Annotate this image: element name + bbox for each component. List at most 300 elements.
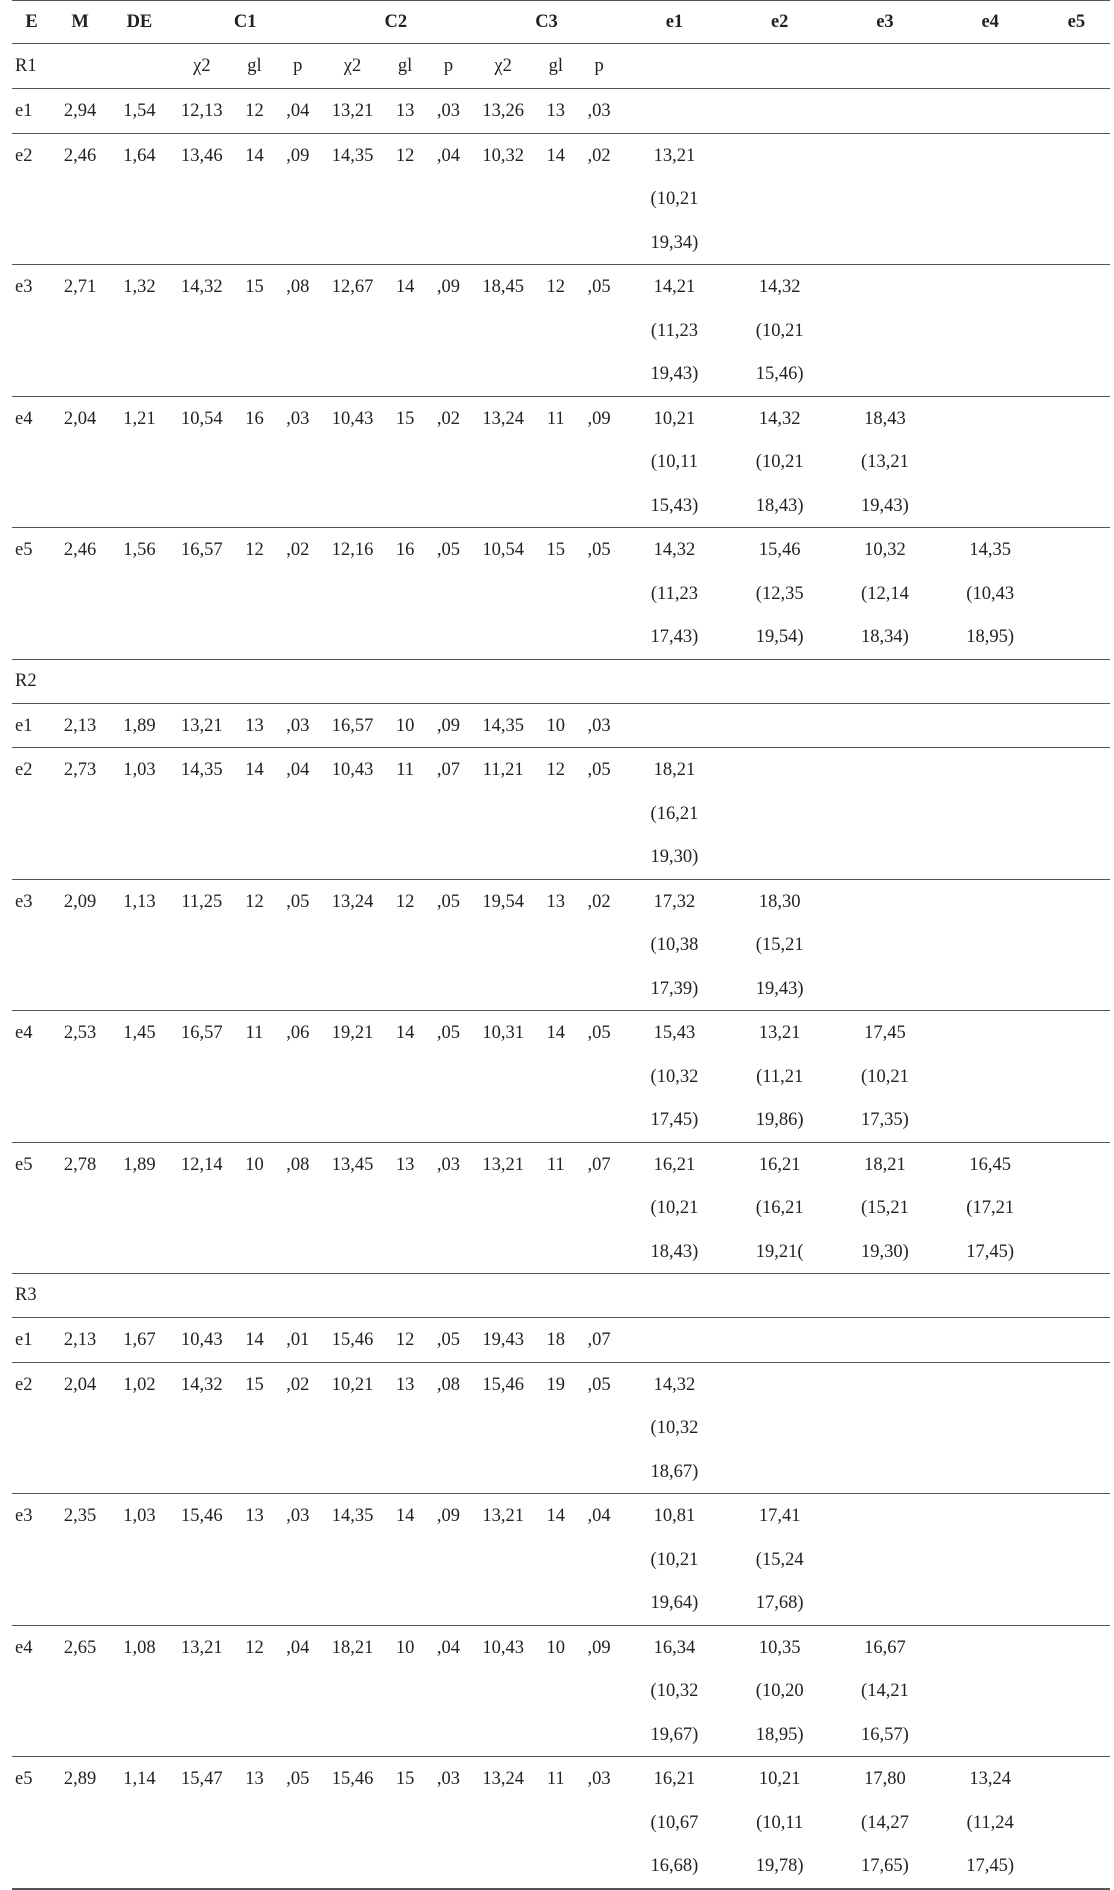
corr-line: (15,24: [755, 1549, 804, 1570]
c2-gl-cell-text: 11: [396, 760, 415, 780]
c1-chi2-cell: [170, 879, 234, 1011]
mean-cell: [51, 1011, 109, 1143]
c3-p-cell: [576, 1318, 621, 1363]
c1-gl-cell: [234, 1318, 275, 1363]
c2-chi2-cell: [321, 1494, 385, 1626]
empty-line: [1043, 1318, 1110, 1362]
c2-p-cell-text: ,04: [436, 145, 461, 166]
corr-cell-e4: [938, 528, 1043, 660]
c3-p-cell-text: ,05: [587, 540, 611, 560]
c1-chi2-cell-text: 14,32: [181, 1374, 223, 1395]
c1-chi2-cell: [170, 133, 234, 265]
empty-line: [938, 1011, 1043, 1055]
group-row: [12, 1274, 1110, 1318]
c3-chi2-cell: [471, 1494, 535, 1626]
c3-chi2-cell: [471, 879, 535, 1011]
c2-gl-cell-text: 16: [395, 540, 415, 560]
empty-cell: [938, 44, 1043, 89]
c2-chi2-cell: [321, 879, 385, 1011]
corr-line: 18,43): [755, 495, 804, 516]
c3-chi2-cell: [471, 1625, 535, 1757]
c2-gl-cell-text: 14: [395, 1023, 415, 1043]
group-label: R3: [15, 1285, 37, 1305]
table-row: [12, 1362, 1110, 1494]
corr-cell-e3: [832, 879, 937, 1011]
corr-cell-e2: [727, 1625, 832, 1757]
c2-gl-cell-text: 12: [395, 891, 415, 912]
corr-line: 17,39): [650, 978, 699, 999]
c2-gl-cell: [384, 133, 425, 265]
c2-gl-cell-text: 15: [395, 408, 415, 429]
corr-line: 16,21: [653, 1154, 696, 1175]
c1-gl-cell: [234, 89, 275, 134]
c2-gl-cell: [384, 748, 425, 880]
c1-p-cell: [275, 1142, 320, 1274]
c2-gl-cell: [384, 396, 425, 528]
c2-chi2-cell: [321, 528, 385, 660]
corr-line: (10,32: [650, 1066, 699, 1087]
c3-chi2-cell: [471, 703, 535, 748]
c3-gl-cell: [535, 1318, 576, 1363]
c2-chi2-cell: [321, 1142, 385, 1274]
corr-line: 17,45): [966, 1241, 1015, 1262]
c1-chi2-cell-text: 15,47: [181, 1769, 223, 1789]
c3-p-cell: [576, 1142, 621, 1274]
c3-chi2-cell-text: 10,32: [482, 145, 524, 166]
c1-chi2-cell: [170, 265, 234, 397]
corr-cell-e5: [1043, 528, 1110, 660]
c1-gl-cell: [234, 528, 275, 660]
corr-line: (10,20: [755, 1681, 804, 1701]
empty-line: [1043, 880, 1110, 924]
sd-cell: [109, 1625, 170, 1757]
row-label-text: e1: [15, 1330, 33, 1350]
corr-cell-e4: [938, 879, 1043, 1011]
c2-gl-cell: [384, 879, 425, 1011]
c2-chi2-cell: [321, 396, 385, 528]
c3-gl-cell-text: 11: [546, 1769, 565, 1789]
corr-line: 10,81: [653, 1506, 696, 1526]
row-label: [12, 265, 51, 397]
corr-line: 19,34): [650, 232, 699, 253]
empty-line: [727, 1363, 832, 1407]
c3-p-cell: [576, 1625, 621, 1757]
empty-line: [1043, 1626, 1110, 1670]
row-label: [12, 1757, 51, 1889]
c1-p-cell-text: ,04: [286, 760, 310, 780]
c2-p-cell: [426, 1494, 471, 1626]
corr-line: (10,67: [650, 1812, 699, 1833]
mean-cell-text: 2,04: [63, 1374, 97, 1395]
corr-cell-e5: [1043, 1494, 1110, 1626]
sd-cell-text: 1,03: [123, 760, 156, 780]
empty-line: [1043, 528, 1110, 572]
c2-p-cell: [426, 1625, 471, 1757]
c2-p-cell: [426, 1757, 471, 1889]
corr-line: 18,95): [966, 627, 1015, 647]
empty-line: [938, 1626, 1043, 1670]
c1-chi2-cell: [170, 703, 234, 748]
corr-line: 19,21(: [755, 1241, 804, 1262]
c1-p-cell: [275, 528, 320, 660]
mean-cell-text: 2,94: [63, 101, 97, 121]
sd-cell-text: 1,67: [123, 1330, 156, 1350]
empty-line: [622, 89, 727, 133]
empty-line: [832, 880, 937, 924]
c2-p-cell: [426, 89, 471, 134]
c2-chi2-cell-text: 19,21: [331, 1023, 374, 1043]
corr-cell-e5: [1043, 396, 1110, 528]
table-row: [12, 528, 1110, 660]
corr-line: 17,65): [861, 1856, 909, 1876]
corr-line: 19,64): [650, 1593, 699, 1613]
c2-gl-cell-text: 10: [395, 715, 415, 736]
c1-chi2-cell: [170, 1362, 234, 1494]
c3-gl-cell: [535, 703, 576, 748]
c1-p-cell: [275, 265, 320, 397]
empty-line: [938, 748, 1043, 792]
corr-line: 18,34): [861, 627, 909, 647]
empty-line: [727, 89, 832, 133]
sd-cell-text: 1,64: [123, 145, 156, 166]
c2-p-cell-text: ,03: [436, 1154, 461, 1175]
c1-gl-cell-text: 16: [245, 408, 264, 429]
row-label-text: e4: [15, 1637, 33, 1658]
c3-p-cell: [576, 879, 621, 1011]
corr-line: 14,32: [758, 277, 801, 297]
c2-p-cell: [426, 133, 471, 265]
empty-cell: [51, 1274, 1110, 1318]
empty-line: [832, 704, 937, 748]
corr-line: 19,43): [861, 495, 909, 516]
corr-cell-e3: [832, 265, 937, 397]
c1-gl-cell: [234, 879, 275, 1011]
c2-chi2-cell-text: 18,21: [331, 1637, 374, 1658]
corr-line: 13,21: [653, 145, 696, 166]
corr-line: (10,11: [756, 1812, 804, 1833]
subheader-cell: p: [293, 55, 303, 76]
mean-cell-text: 2,46: [63, 145, 97, 166]
c2-p-cell-text: ,05: [436, 1330, 461, 1350]
header-c1: C1: [233, 11, 257, 32]
c3-chi2-cell: [471, 1757, 535, 1889]
c2-gl-cell-text: 13: [395, 101, 415, 121]
corr-cell-e5: [1043, 748, 1110, 880]
empty-cell: [727, 44, 832, 89]
empty-cell: [109, 44, 170, 89]
c1-chi2-cell-text: 16,57: [181, 540, 223, 560]
c2-chi2-cell-text: 12,67: [331, 277, 374, 297]
c1-chi2-cell: [170, 396, 234, 528]
corr-line: 19,54): [755, 627, 804, 647]
c1-chi2-cell: [170, 528, 234, 660]
corr-line: 16,68): [650, 1856, 699, 1876]
corr-cell-e2: [727, 265, 832, 397]
c3-p-cell-text: ,07: [587, 1154, 611, 1175]
c2-chi2-cell-text: 14,35: [331, 1506, 374, 1526]
corr-line: (16,21: [755, 1198, 804, 1218]
c2-gl-cell: [384, 1757, 425, 1889]
sd-cell-text: 1,54: [123, 101, 156, 121]
subheader-cell: χ2: [494, 55, 512, 76]
corr-cell-e4: [938, 396, 1043, 528]
c2-gl-cell: [384, 265, 425, 397]
c1-gl-cell: [234, 748, 275, 880]
c3-chi2-cell-text: 13,21: [482, 1154, 524, 1175]
sd-cell: [109, 748, 170, 880]
c1-p-cell: [275, 1011, 320, 1143]
corr-cell-e4: [938, 1625, 1043, 1757]
empty-cell: [622, 44, 727, 89]
corr-line: 17,32: [653, 891, 696, 912]
corr-cell-e2: [727, 879, 832, 1011]
empty-line: [1043, 1143, 1110, 1187]
c2-p-cell-text: ,09: [436, 1506, 461, 1526]
corr-cell-e3: [832, 1757, 937, 1889]
c1-chi2-cell-text: 10,54: [181, 408, 223, 429]
corr-line: (10,38: [650, 935, 699, 955]
corr-line: 18,30: [758, 891, 801, 912]
c1-chi2-cell-text: 16,57: [181, 1023, 223, 1043]
c1-chi2-cell-text: 12,14: [181, 1154, 223, 1175]
corr-cell-e4: [938, 703, 1043, 748]
c1-p-cell: [275, 1494, 320, 1626]
c3-chi2-cell-text: 19,43: [482, 1330, 524, 1350]
c3-chi2-cell-text: 10,54: [482, 540, 524, 560]
corr-cell-e5: [1043, 1142, 1110, 1274]
sd-cell-text: 1,89: [123, 715, 156, 736]
header-e1: e1: [665, 11, 684, 32]
c1-gl-cell: [234, 1625, 275, 1757]
sd-cell-text: 1,21: [123, 408, 156, 429]
subheader-cell: χ2: [193, 55, 211, 76]
corr-cell-e1: [622, 1757, 727, 1889]
empty-line: [1043, 134, 1110, 178]
sd-cell: [109, 265, 170, 397]
row-label-text: e3: [15, 277, 33, 297]
group-row: [12, 44, 1110, 89]
table-row: [12, 265, 1110, 397]
mean-cell-text: 2,65: [63, 1637, 97, 1658]
corr-line: 17,45): [966, 1856, 1015, 1876]
c3-p-cell-text: ,05: [587, 1023, 611, 1043]
empty-line: [938, 1363, 1043, 1407]
empty-line: [832, 265, 937, 309]
sd-cell: [109, 1757, 170, 1889]
corr-line: 18,21: [653, 760, 696, 780]
corr-cell-e4: [938, 748, 1043, 880]
header-de: DE: [126, 11, 153, 32]
row-label-text: e5: [15, 1154, 33, 1175]
corr-cell-e5: [1043, 265, 1110, 397]
c1-chi2-cell-text: 15,46: [181, 1506, 223, 1526]
corr-line: 15,43: [653, 1023, 696, 1043]
corr-line: 19,67): [650, 1724, 699, 1745]
c3-p-cell-text: ,02: [587, 145, 611, 166]
c2-p-cell: [426, 1142, 471, 1274]
c3-gl-cell-text: 14: [546, 1023, 566, 1043]
corr-cell-e4: [938, 1142, 1043, 1274]
c1-gl-cell-text: 11: [245, 1023, 264, 1043]
c2-chi2-cell-text: 14,35: [331, 145, 374, 166]
corr-cell-e1: [622, 1142, 727, 1274]
empty-line: [1043, 397, 1110, 441]
corr-line: (10,21: [755, 320, 804, 341]
c2-p-cell: [426, 1318, 471, 1363]
sd-cell: [109, 89, 170, 134]
mean-cell-text: 2,04: [63, 408, 97, 429]
c1-gl-cell-text: 13: [245, 1506, 264, 1526]
sd-cell-text: 1,32: [123, 277, 156, 297]
row-label-text: e5: [15, 540, 33, 560]
c1-p-cell: [275, 89, 320, 134]
corr-cell-e4: [938, 1494, 1043, 1626]
row-label-text: e2: [15, 760, 33, 780]
c2-gl-cell: [384, 1494, 425, 1626]
empty-line: [727, 748, 832, 792]
c1-chi2-cell-text: 14,32: [181, 277, 223, 297]
c1-p-cell: [275, 396, 320, 528]
corr-cell-e2: [727, 1011, 832, 1143]
c3-p-cell: [576, 89, 621, 134]
empty-line: [1043, 704, 1110, 748]
corr-cell-e3: [832, 1362, 937, 1494]
empty-line: [1043, 748, 1110, 792]
c1-gl-cell: [234, 265, 275, 397]
corr-cell-e2: [727, 748, 832, 880]
c3-p-cell: [576, 265, 621, 397]
c3-gl-cell-text: 12: [546, 760, 566, 780]
c3-chi2-cell-text: 11,21: [482, 760, 524, 780]
header-e: E: [25, 11, 38, 32]
subheader-cell: χ2: [343, 55, 362, 76]
row-label-text: e3: [15, 1506, 33, 1526]
c2-chi2-cell-text: 15,46: [331, 1330, 374, 1350]
c3-chi2-cell: [471, 265, 535, 397]
table-row: [12, 748, 1110, 880]
corr-cell-e1: [622, 1494, 727, 1626]
corr-cell-e1: [622, 89, 727, 134]
corr-line: 16,21: [758, 1154, 801, 1175]
corr-line: 17,80: [864, 1769, 906, 1789]
c3-p-cell: [576, 133, 621, 265]
c1-gl-cell-text: 12: [245, 1637, 264, 1658]
c3-p-cell: [576, 1494, 621, 1626]
c2-chi2-cell-text: 10,43: [331, 408, 374, 429]
corr-line: (10,43: [966, 583, 1015, 604]
row-label: [12, 1318, 51, 1363]
corr-line: 17,41: [758, 1506, 801, 1526]
sd-cell: [109, 1011, 170, 1143]
corr-line: 14,21: [653, 277, 696, 297]
empty-cell: [832, 44, 937, 89]
c2-gl-cell-text: 12: [395, 145, 415, 166]
row-label-text: e4: [15, 408, 33, 429]
table-row: [12, 1318, 1110, 1363]
corr-cell-e3: [832, 133, 937, 265]
corr-cell-e4: [938, 265, 1043, 397]
c1-p-cell-text: ,04: [286, 1637, 310, 1658]
sd-cell-text: 1,13: [123, 891, 156, 912]
row-label-text: e1: [15, 101, 33, 121]
corr-line: 16,57): [861, 1724, 909, 1745]
table-row: [12, 703, 1110, 748]
c3-gl-cell-text: 11: [546, 408, 565, 429]
mean-cell-text: 2,73: [63, 760, 97, 780]
c1-p-cell: [275, 879, 320, 1011]
c1-gl-cell: [234, 133, 275, 265]
c2-chi2-cell-text: 15,46: [331, 1769, 374, 1789]
empty-line: [1043, 1011, 1110, 1055]
empty-line: [938, 704, 1043, 748]
c2-chi2-cell: [321, 1757, 385, 1889]
subheader-cell: p: [443, 55, 454, 76]
c1-p-cell-text: ,05: [286, 891, 310, 912]
corr-cell-e1: [622, 265, 727, 397]
c1-chi2-cell-text: 10,43: [181, 1330, 223, 1350]
corr-line: 17,68): [755, 1593, 804, 1613]
corr-cell-e4: [938, 89, 1043, 134]
corr-line: (10,21: [861, 1066, 909, 1087]
corr-line: 17,35): [861, 1110, 909, 1130]
empty-cell: [1043, 44, 1110, 89]
mean-cell: [51, 1625, 109, 1757]
c1-p-cell: [275, 1757, 320, 1889]
mean-cell: [51, 1757, 109, 1889]
corr-cell-e3: [832, 703, 937, 748]
empty-cell: [51, 44, 109, 89]
sd-cell: [109, 1142, 170, 1274]
c1-gl-cell: [234, 1011, 275, 1143]
corr-line: 14,32: [653, 1374, 696, 1395]
c3-gl-cell: [535, 1011, 576, 1143]
table-row: [12, 1011, 1110, 1143]
c3-gl-cell: [535, 265, 576, 397]
c2-p-cell: [426, 528, 471, 660]
corr-cell-e5: [1043, 879, 1110, 1011]
c3-chi2-cell-text: 19,54: [482, 891, 524, 912]
c1-p-cell-text: ,02: [286, 540, 310, 560]
c2-p-cell-text: ,02: [436, 408, 461, 429]
c3-chi2-cell: [471, 748, 535, 880]
corr-line: (12,35: [755, 583, 804, 604]
c1-p-cell: [275, 1362, 320, 1494]
c1-gl-cell-text: 15: [245, 277, 264, 297]
corr-cell-e5: [1043, 1362, 1110, 1494]
c3-p-cell-text: ,09: [587, 1637, 611, 1658]
c1-chi2-cell: [170, 89, 234, 134]
c2-chi2-cell: [321, 748, 385, 880]
sd-cell-text: 1,02: [123, 1374, 156, 1395]
row-label-text: e5: [15, 1769, 33, 1789]
corr-cell-e1: [622, 396, 727, 528]
c3-gl-cell: [535, 1625, 576, 1757]
corr-cell-e4: [938, 1362, 1043, 1494]
c2-chi2-cell: [321, 703, 385, 748]
empty-line: [832, 1318, 937, 1362]
sd-cell-text: 1,45: [123, 1023, 156, 1043]
corr-cell-e3: [832, 748, 937, 880]
corr-line: (10,32: [650, 1681, 699, 1701]
c3-p-cell-text: ,07: [587, 1330, 611, 1350]
c3-chi2-cell-text: 13,24: [482, 1769, 524, 1789]
c1-p-cell-text: ,01: [286, 1330, 310, 1350]
group-label: R2: [15, 670, 37, 691]
c1-chi2-cell-text: 12,13: [181, 101, 223, 121]
corr-line: (15,21: [755, 935, 804, 955]
c3-gl-cell-text: 19: [546, 1374, 566, 1395]
corr-line: 18,21: [864, 1154, 906, 1175]
